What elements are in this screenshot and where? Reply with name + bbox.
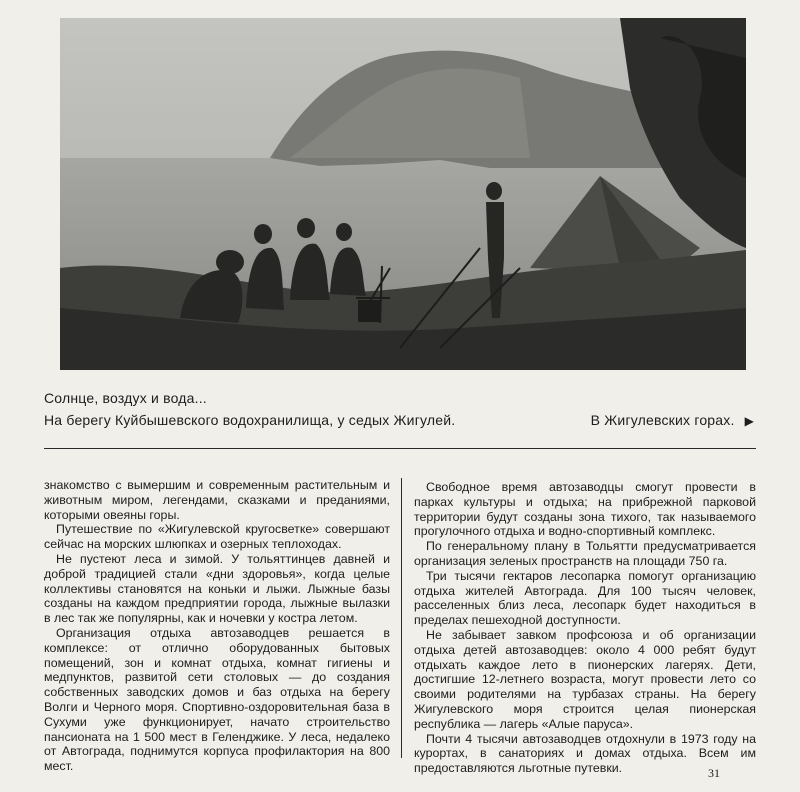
paragraph: Путешествие по «Жигулевской кругосветке» совершают сейчас на морских шлюпках и озерных теплоходах. [44, 522, 390, 552]
caption-line-2: На берегу Куйбышевского водохранилища, у седых Жигулей. [44, 412, 456, 428]
column-divider [401, 478, 402, 758]
paragraph: По генеральному плану в Тольятти предусматривается организация зеленых пространств на площади 750 га. [414, 539, 756, 568]
paragraph: Свободное время автозаводцы смогут провести в парках культуры и отдыха; на прибрежной парковой территории будут созданы зона тихого, так называемого прогулочного отдыха и водно-спортивный комплекс. [414, 480, 756, 539]
photo-captions [44, 388, 760, 436]
page-number: 31 [708, 766, 720, 780]
cooking-pot [358, 300, 380, 322]
triangle-right-icon: ▶ [744, 414, 754, 428]
caption-right [591, 410, 754, 431]
photo-illustration [60, 18, 746, 370]
paragraph: Организация отдыха автозаводцев решается в комплексе: от отлично оборудованных бытовых помещений, зон и комнат отдыха, комнат гигиены и медпунктов, развитой сети столовых — до создания собственных заводских домов и баз отдыха на берегу Волги и Черного моря. Спортивно-оздоровительная база в Сухуми уже функционирует, начато строительство пансионата на 1 500 мест в Геленджике. У леса, недалеко от Автограда, поднимутся корпуса профилактория на 800 мест. [44, 625, 390, 774]
camping-lake-photo [60, 18, 746, 370]
paragraph: знакомство с вымершим и современным растительным и животным миром, легендами, сказками и преданиями, которыми овеяны горы. [44, 478, 390, 522]
paragraph: Три тысячи гектаров лесопарка помогут организацию отдыха жителей Автограда. Для 100 тысяч человек, расселенных близ леса, лесопарк будет находиться в пределах пешеходной доступности. [414, 568, 756, 628]
caption-right-text: В Жигулевских горах. [590, 412, 735, 428]
paragraph: Почти 4 тысячи автозаводцев отдохнули в 1973 году на курортах, в санаториях и домах отдыха. Всем им предоставляются льготные путевки. [414, 731, 756, 776]
paragraph: Не пустеют леса и зимой. У тольяттинцев давней и доброй традицией стали «дни здоровья», когда целые коллективы становятся на коньки и лыжи. Лыжные базы созданы на каждом предприятии города, лыжные вылазки в лес так же популярны, как и ночевки у костра летом. [44, 551, 390, 626]
paragraph: Не забывает завком профсоюза и об организации отдыха детей автозаводцев: около 4 000 ребят будут отдыхать каждое лето в пионерских лагерях. Дети, достигшие 12-летнего возраста, могут провести лето со своими родителями на турбазах страны. На берегу Жигулевского моря строится целая пионерская республика — лагерь «Алые паруса». [414, 627, 756, 731]
right-column [414, 480, 756, 776]
caption-line-1: Солнце, воздух и вода... [44, 390, 207, 406]
horizontal-rule [44, 448, 756, 449]
left-column [44, 478, 390, 774]
